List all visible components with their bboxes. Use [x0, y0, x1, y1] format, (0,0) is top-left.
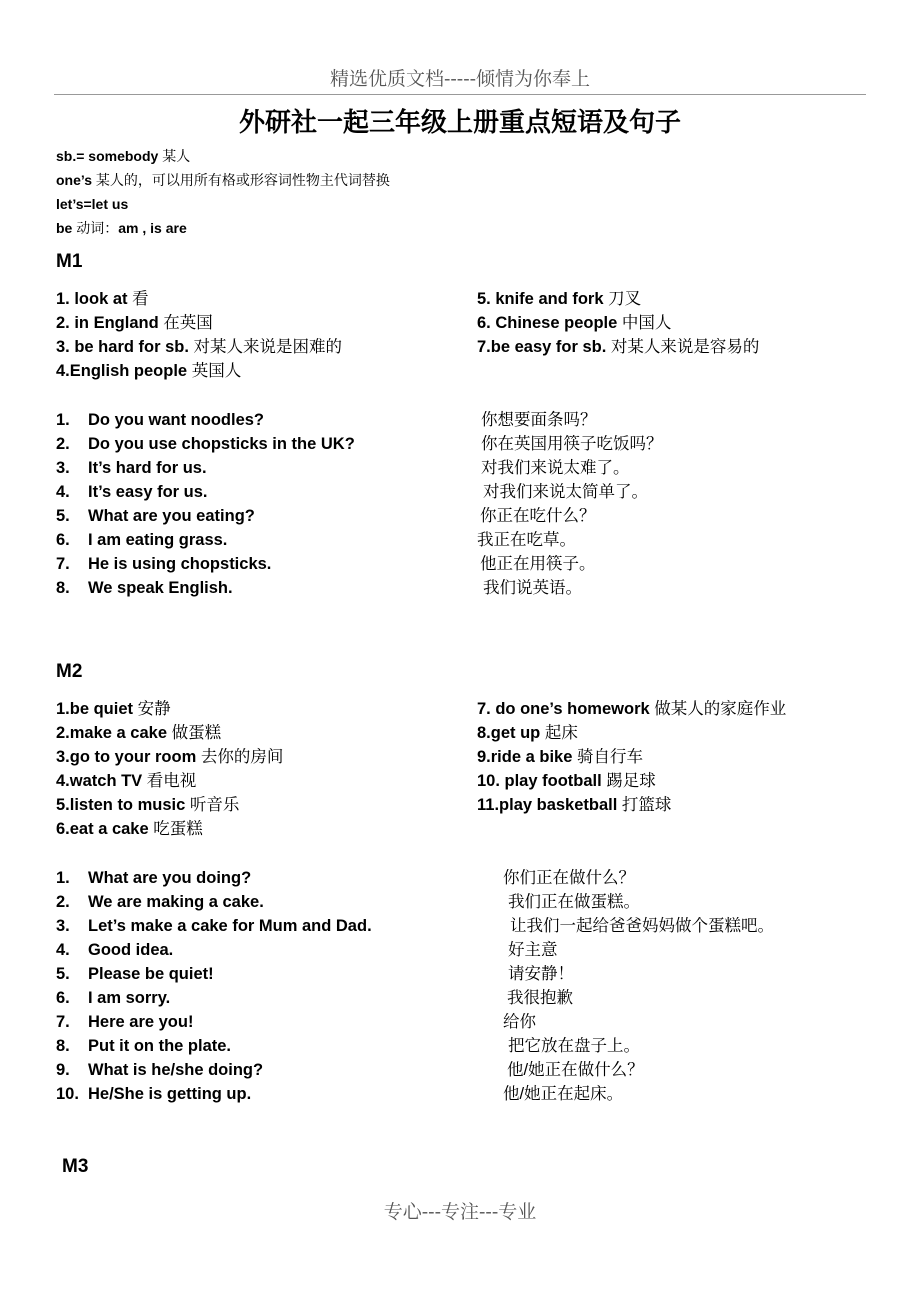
phrase-item: 9.ride a bike 骑自行车 — [477, 748, 643, 766]
phrase-item: 5. knife and fork 刀叉 — [477, 290, 642, 308]
phrase-item: 8.get up 起床 — [477, 724, 578, 742]
sentence-item: 6. I am sorry. 我很抱歉 — [56, 989, 573, 1007]
m2-phrases-left — [56, 697, 283, 841]
module-heading-m1: M1 — [56, 251, 83, 272]
sentence-item: 1. What are you doing? 你们正在做什么？ — [56, 869, 635, 887]
phrase-item: 11.play basketball 打篮球 — [477, 796, 672, 814]
sentence-item: 3. Let’s make a cake for Mum and Dad. 让我们一起给爸爸妈妈做个蛋糕吧。 — [56, 917, 774, 935]
phrase-item: 7. do one’s homework 做某人的家庭作业 — [477, 700, 787, 718]
header-divider — [54, 94, 866, 95]
m1-phrases-left — [56, 287, 342, 383]
page-footer: 专心---专注---专业 — [383, 1201, 537, 1223]
phrase-item: 3.go to your room 去你的房间 — [56, 748, 284, 766]
phrase-item: 6. Chinese people 中国人 — [477, 314, 672, 332]
sentence-item: 1. Do you want noodles? 你想要面条吗？ — [56, 411, 597, 429]
sentence-item: 8. Put it on the plate. 把它放在盘子上。 — [56, 1037, 640, 1055]
phrase-item: 6.eat a cake 吃蛋糕 — [56, 820, 203, 838]
m2-phrases-right — [477, 697, 786, 817]
sentence-item: 3. It’s hard for us. 对我们来说太难了。 — [56, 459, 630, 477]
m2-sentences — [56, 866, 876, 1106]
phrase-item: 1.be quiet 安静 — [56, 700, 171, 718]
phrase-item: 2.make a cake 做蛋糕 — [56, 724, 222, 742]
sentence-item: 6. I am eating grass. 我正在吃草。 — [56, 531, 576, 549]
phrase-item: 5.listen to music 听音乐 — [56, 796, 240, 814]
phrase-item: 7.be easy for sb. 对某人来说是容易的 — [477, 338, 760, 356]
module-heading-m2: M2 — [56, 661, 83, 682]
definition-line: one’s 某人的，可以用所有格或形容词性物主代词替换 — [56, 172, 390, 188]
phrase-item: 2. in England 在英国 — [56, 314, 213, 332]
sentence-item: 2. We are making a cake. 我们正在做蛋糕。 — [56, 893, 640, 911]
definition-line: sb.= somebody 某人 — [56, 148, 191, 164]
definitions-list — [56, 144, 390, 240]
sentence-item: 4. Good idea. 好主意 — [56, 941, 558, 959]
sentence-item: 5. Please be quiet! 请安静！ — [56, 965, 574, 983]
m1-phrases-right — [477, 287, 759, 359]
definition-line: be 动词：am , is are — [56, 220, 187, 236]
sentence-item: 8. We speak English. 我们说英语。 — [56, 579, 582, 597]
phrase-item: 4.English people 英国人 — [56, 362, 242, 380]
sentence-item: 7. He is using chopsticks. 他正在用筷子。 — [56, 555, 596, 573]
sentence-item: 7. Here are you! 给你 — [56, 1013, 536, 1031]
module-heading-m3: M3 — [62, 1156, 89, 1177]
m1-sentences — [56, 408, 876, 600]
sentence-item: 5. What are you eating? 你正在吃什么？ — [56, 507, 596, 525]
phrase-item: 10. play football 踢足球 — [477, 772, 656, 790]
definition-line: let’s=let us — [56, 196, 129, 212]
page-header: 精选优质文档-----倾情为你奉上 — [329, 68, 591, 90]
sentence-item: 10. He/She is getting up. 他/她正在起床。 — [56, 1085, 624, 1103]
sentence-item: 2. Do you use chopsticks in the UK? 你在英国用筷子吃饭吗？ — [56, 435, 663, 453]
sentence-item: 4. It’s easy for us. 对我们来说太简单了。 — [56, 483, 648, 501]
document-title: 外研社一起三年级上册重点短语及句子 — [238, 108, 681, 138]
phrase-item: 3. be hard for sb. 对某人来说是困难的 — [56, 338, 343, 356]
phrase-item: 1. look at 看 — [56, 290, 149, 308]
sentence-item: 9. What is he/she doing? 他/她正在做什么？ — [56, 1061, 644, 1079]
phrase-item: 4.watch TV 看电视 — [56, 772, 197, 790]
